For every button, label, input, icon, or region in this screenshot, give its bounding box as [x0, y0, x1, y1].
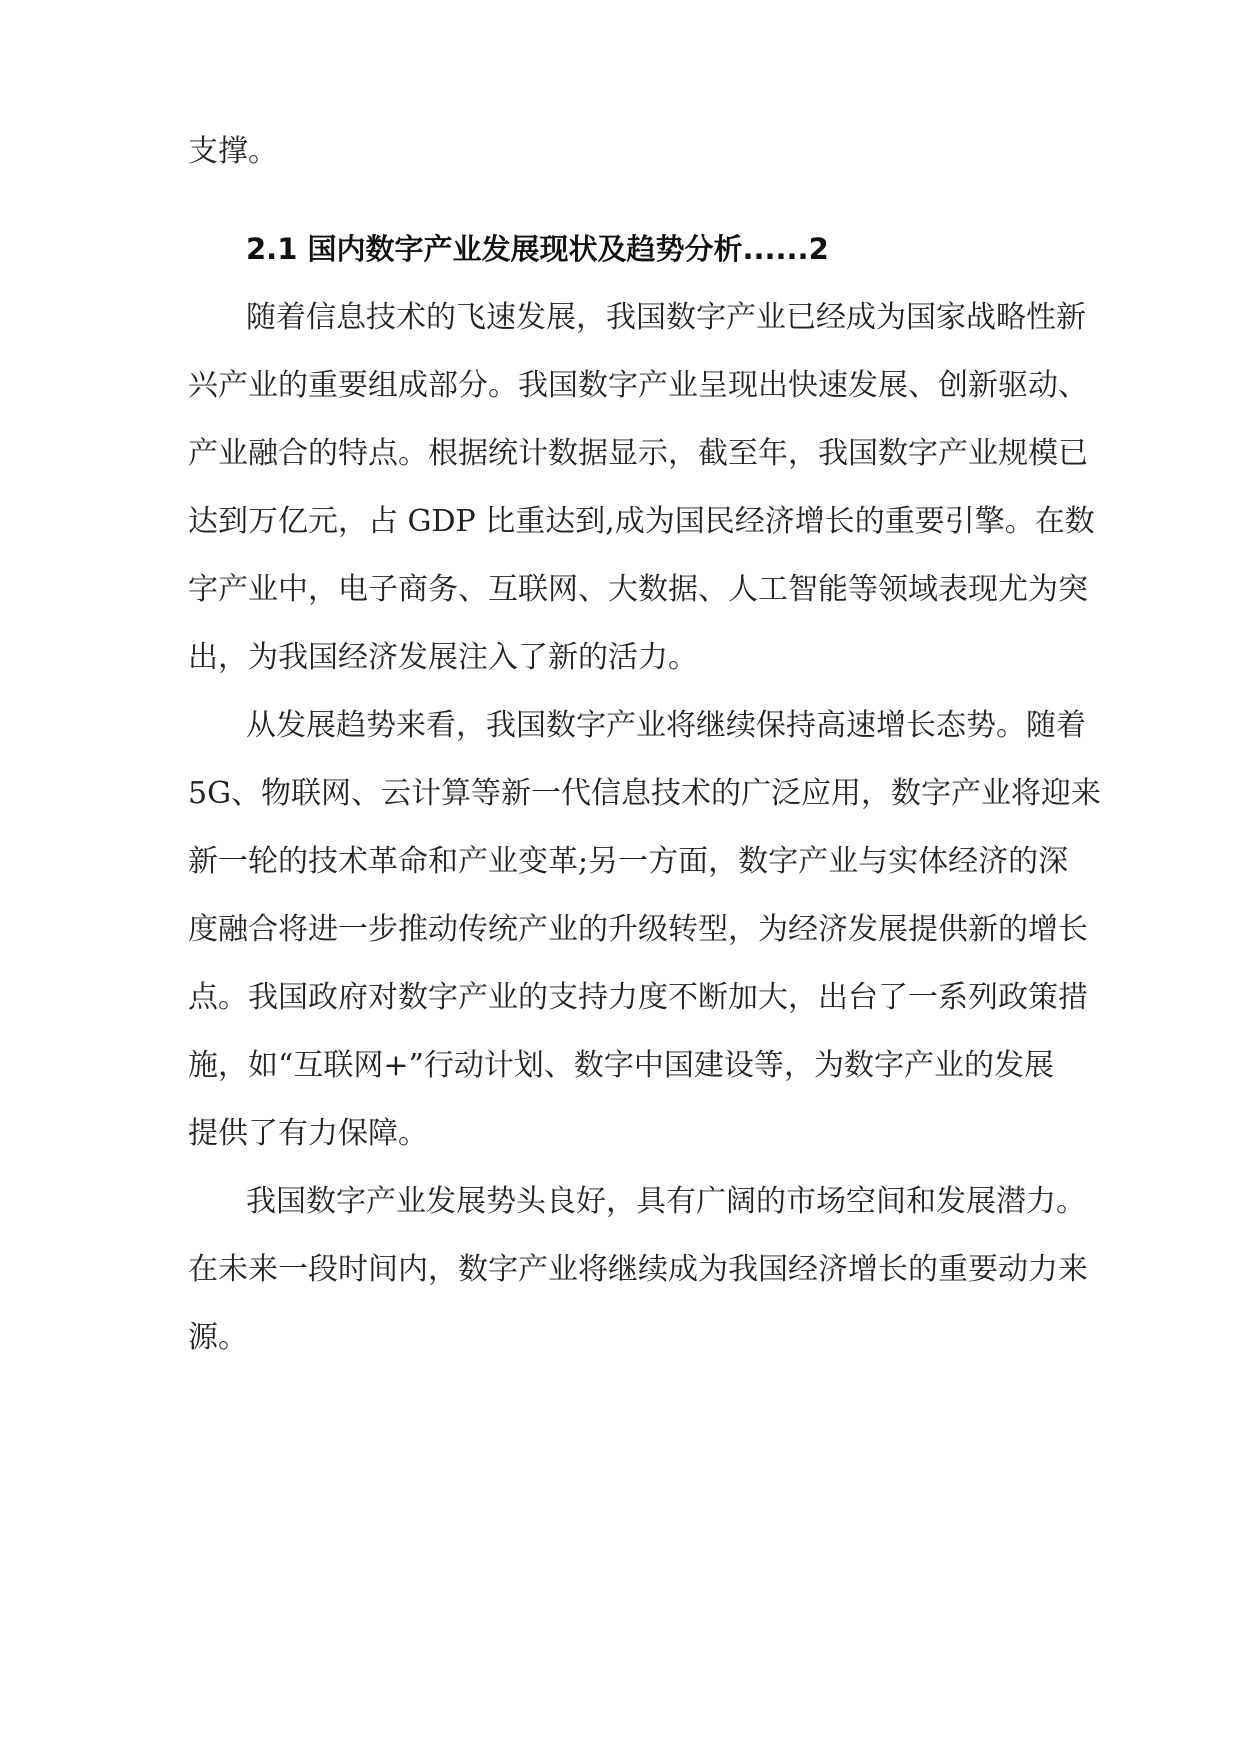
paragraph-line: 随着信息技术的飞速发展，我国数字产业已经成为国家战略性新 — [246, 300, 1086, 335]
paragraph-line: 施，如“互联网+”行动计划、数字中国建设等，为数字产业的发展 — [188, 1048, 1054, 1083]
paragraph-line: 度融合将进一步推动传统产业的升级转型，为经济发展提供新的增长 — [188, 912, 1088, 947]
section-heading: 2.1 国内数字产业发展现状及趋势分析......2 — [246, 232, 829, 266]
continuation-line: 支撑。 — [188, 134, 278, 169]
paragraph-line: 达到万亿元，占 GDP 比重达到,成为国民经济增长的重要引擎。在数 — [188, 504, 1095, 539]
paragraph-line: 点。我国政府对数字产业的支持力度不断加大，出台了一系列政策措 — [188, 980, 1088, 1015]
paragraph-line: 字产业中，电子商务、互联网、大数据、人工智能等领域表现尤为突 — [188, 572, 1088, 607]
paragraph-line: 新一轮的技术革命和产业变革;另一方面，数字产业与实体经济的深 — [188, 844, 1069, 879]
paragraph-line: 出，为我国经济发展注入了新的活力。 — [188, 640, 698, 675]
paragraph-line: 我国数字产业发展势头良好，具有广阔的市场空间和发展潜力。 — [246, 1184, 1086, 1219]
paragraph-line: 在未来一段时间内，数字产业将继续成为我国经济增长的重要动力来 — [188, 1252, 1088, 1287]
paragraph-line: 从发展趋势来看，我国数字产业将继续保持高速增长态势。随着 — [246, 708, 1086, 743]
paragraph-line: 兴产业的重要组成部分。我国数字产业呈现出快速发展、创新驱动、 — [188, 368, 1088, 403]
paragraph-line: 5G、物联网、云计算等新一代信息技术的广泛应用，数字产业将迎来 — [188, 776, 1102, 811]
paragraph-line: 源。 — [188, 1320, 248, 1355]
paragraph-line: 提供了有力保障。 — [188, 1116, 428, 1151]
paragraph-line: 产业融合的特点。根据统计数据显示，截至年，我国数字产业规模已 — [188, 436, 1088, 471]
